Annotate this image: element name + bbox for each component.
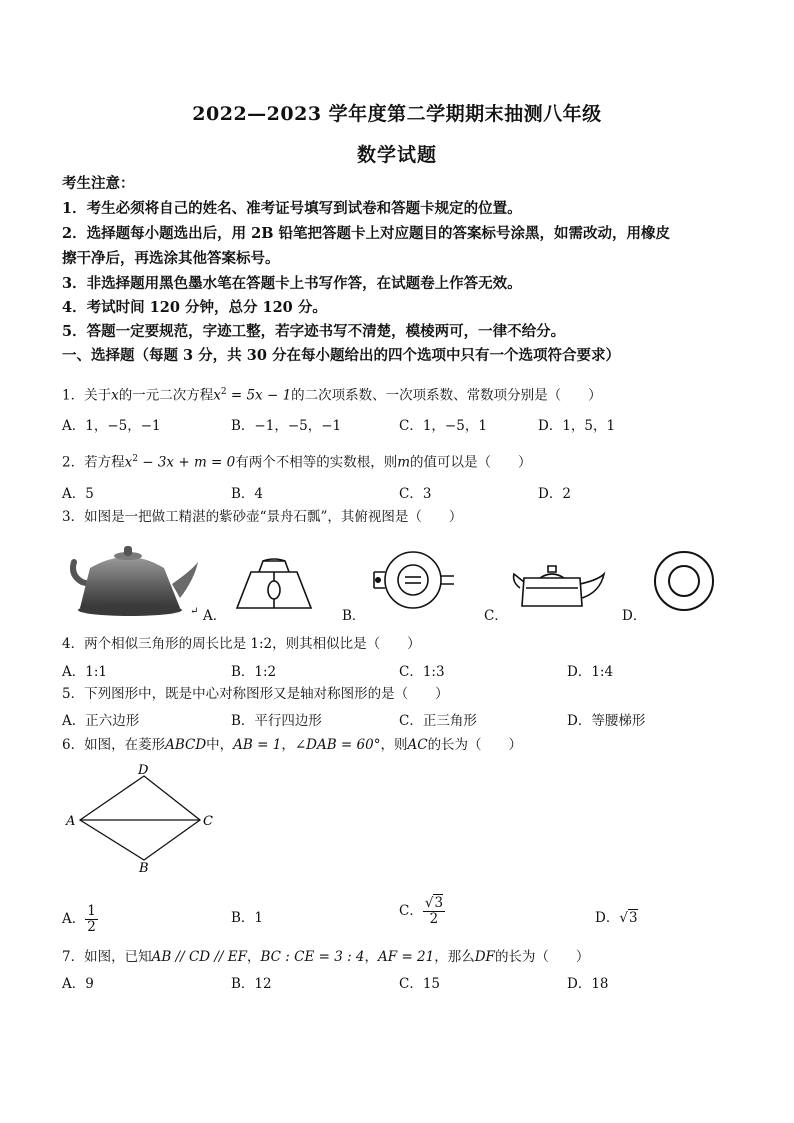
notice-item-4: 4．考试时间 120 分钟，总分 120 分。 <box>62 299 327 316</box>
option-a: A． $\frac{1}{2}$ <box>62 903 96 935</box>
notice-heading: 考生注意： <box>62 175 135 192</box>
question-5: 5．下列图形中，既是中心对称图形又是轴对称图形的是（ ） <box>62 686 449 702</box>
option-b: B．平行四边形 <box>231 713 322 729</box>
q3-option-a-figure <box>233 556 315 614</box>
notice-item-5: 5．答题一定要规范，字迹工整，若字迹书写不清楚，模棱两可，一律不给分。 <box>62 323 566 340</box>
option-d: D．1:4 <box>567 664 614 680</box>
notice-item-2-cont: 擦干净后，再选涂其他答案标号。 <box>62 250 280 267</box>
option-b: B．12 <box>231 976 272 992</box>
question-5-options <box>62 709 734 729</box>
option-c: C．3 <box>399 486 432 502</box>
q3-option-d-figure <box>651 548 717 614</box>
question-2-options <box>62 482 734 502</box>
fraction-sqrt3-over-2: $\frac{√3}{2}$ <box>424 895 444 927</box>
option-d: D．2 <box>538 486 571 502</box>
question-7-options <box>62 972 734 992</box>
option-c: C．15 <box>399 976 441 992</box>
section-1-heading: 一、选择题（每题 3 分，共 30 分在每小题给出的四个选项中只有一个选项符合要求） <box>62 347 620 364</box>
option-c: C．1:3 <box>399 664 445 680</box>
q3-label-d: D． <box>622 608 647 624</box>
question-4-options <box>62 660 734 680</box>
option-b: B．1 <box>231 910 264 926</box>
question-6: 6．如图，在菱形ABCD中，AB = 1，∠DAB = 60°，则AC的长为（ ） <box>62 737 523 753</box>
option-a: A．1，−5，−1 <box>62 418 161 434</box>
notice-item-2: 2．选择题每小题选出后，用 2B 铅笔把答题卡上对应题目的答案标号涂黑，如需改动，用橡皮 <box>62 225 671 242</box>
teapot-photo <box>68 540 200 620</box>
question-4: 4．两个相似三角形的周长比是 1:2，则其相似比是（ ） <box>62 636 421 652</box>
vertex-c: C <box>203 814 213 829</box>
option-a: A．正六边形 <box>62 713 140 729</box>
option-c: C． $\frac{√3}{2}$ <box>399 895 444 927</box>
q3-option-b-figure <box>370 548 456 614</box>
exam-subtitle: 数学试题 <box>356 144 437 166</box>
option-b: B．4 <box>231 486 264 502</box>
option-d: D．等腰梯形 <box>567 713 646 729</box>
question-2: 2．若方程$x^2 - 3x + m = 0$有两个不相等的实数根，则m的值可以是（ ） <box>62 454 532 471</box>
option-d: D．1，5，1 <box>538 418 616 434</box>
q3-label-b: B． <box>342 608 366 624</box>
return-mark: ↵ <box>190 606 199 617</box>
q3-label-a: A． <box>203 608 227 624</box>
notice-item-1: 1．考生必须将自己的姓名、准考证号填写到试卷和答题卡规定的位置。 <box>62 200 522 217</box>
question-3: 3．如图是一把做工精湛的紫砂壶“景舟石瓢”，其俯视图是（ ） <box>62 509 463 525</box>
q3-label-c: C． <box>484 608 508 624</box>
option-d: D．√3 <box>595 910 638 926</box>
exam-title: 2022—2023 学年度第二学期期末抽测八年级 <box>192 103 602 125</box>
fraction-one-half: $\frac{1}{2}$ <box>87 903 96 935</box>
option-d: D．18 <box>567 976 609 992</box>
option-a: A．5 <box>62 486 94 502</box>
option-c: C．正三角形 <box>399 713 477 729</box>
option-b: B．1:2 <box>231 664 277 680</box>
question-7: 7．如图，已知AB // CD // EF，BC : CE = 3 : 4，AF = 21，那么DF的长为（ ） <box>62 949 590 965</box>
vertex-d: D <box>138 763 149 778</box>
option-a: A．1:1 <box>62 664 107 680</box>
vertex-a: A <box>66 814 76 829</box>
rhombus-figure <box>62 762 222 874</box>
question-6-options <box>62 896 734 936</box>
option-c: C．1，−5，1 <box>399 418 487 434</box>
option-a: A．9 <box>62 976 94 992</box>
question-1: 1．关于x的一元二次方程$x^2 = 5x - 1$的二次项系数、一次项系数、常数项分别是（ ） <box>62 387 602 404</box>
notice-item-3: 3．非选择题用黑色墨水笔在答题卡上书写作答，在试题卷上作答无效。 <box>62 275 522 292</box>
question-1-options <box>62 414 734 434</box>
vertex-b: B <box>139 861 149 874</box>
q3-option-c-figure <box>508 558 608 614</box>
option-b: B．−1，−5，−1 <box>231 418 342 434</box>
